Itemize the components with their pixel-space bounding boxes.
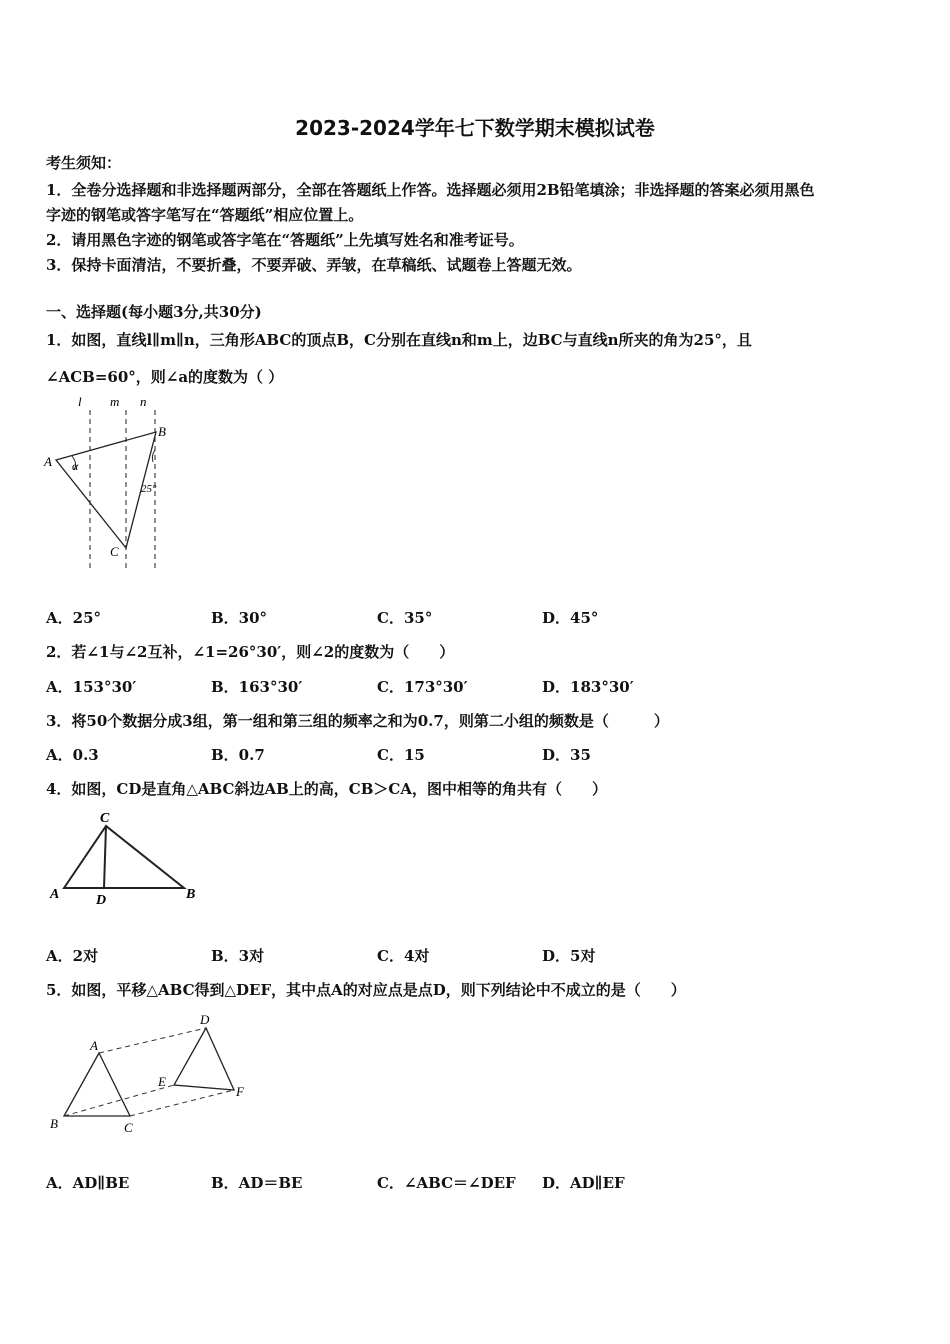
triangle-abc (64, 1053, 130, 1116)
label-c: C (124, 1120, 133, 1135)
label-b: B (186, 887, 196, 902)
question-5-text: 5．如图，平移△ABC得到△DEF，其中点A的对应点是点D，则下列结论中不成立的是（ ） (46, 981, 686, 999)
label-d: D (200, 1012, 210, 1027)
label-c: C (100, 811, 110, 826)
question-1-option-c: C．35° (377, 609, 433, 627)
label-d: D (96, 893, 107, 908)
question-4-option-a: A．2对 (46, 947, 99, 965)
question-1-figure (40, 390, 180, 580)
triangle-abc (64, 826, 184, 888)
label-b: B (50, 1116, 58, 1131)
question-1-text: 1．如图，直线l∥m∥n，三角形ABC的顶点B，C分别在直线n和m上，边BC与直线n所夹的角为25°，且 (46, 331, 752, 349)
question-2-option-b: B．163°30′ (211, 678, 303, 696)
question-4-option-d: D．5对 (542, 947, 596, 965)
question-2-option-d: D．183°30′ (542, 678, 634, 696)
question-1-option-a: A．25° (46, 609, 102, 627)
notice-heading: 考生须知： (46, 154, 122, 172)
label-25-degrees: 25° (141, 483, 157, 495)
dashed-be (64, 1085, 174, 1116)
question-5-option-c: C．∠ABC＝∠DEF (377, 1174, 516, 1192)
question-2-option-c: C．173°30′ (377, 678, 468, 696)
question-5-figure (44, 1008, 264, 1138)
question-4-text: 4．如图，CD是直角△ABC斜边AB上的高，CB＞CA，图中相等的角共有（ ） (46, 780, 607, 798)
page-title: 2023-2024学年七下数学期末模拟试卷 (295, 116, 655, 140)
question-4-figure (44, 808, 214, 913)
dashed-ad (99, 1028, 206, 1053)
label-e: E (158, 1074, 166, 1089)
label-c: C (110, 544, 119, 559)
question-5-option-b: B．AD＝BE (211, 1174, 303, 1192)
question-1-option-b: B．30° (211, 609, 268, 627)
triangle-def (174, 1028, 234, 1090)
notice-item-1-cont: 字迹的钢笔或答字笔写在“答题纸”相应位置上。 (46, 206, 364, 224)
question-3-option-a: A．0.3 (46, 746, 99, 764)
question-5-option-d: D．AD∥EF (542, 1174, 625, 1192)
label-f: F (236, 1084, 244, 1099)
question-2-option-a: A．153°30′ (46, 678, 137, 696)
altitude-cd (104, 826, 106, 888)
question-1-option-d: D．45° (542, 609, 599, 627)
question-4-option-c: C．4对 (377, 947, 430, 965)
question-3-option-b: B．0.7 (211, 746, 265, 764)
question-3-text: 3．将50个数据分成3组，第一组和第三组的频率之和为0.7，则第二小组的频数是（ ） (46, 712, 669, 730)
label-a: A (44, 454, 52, 469)
label-l: l (78, 394, 82, 409)
question-2-text: 2．若∠1与∠2互补，∠1=26°30′，则∠2的度数为（ ） (46, 643, 455, 661)
notice-item-1: 1．全卷分选择题和非选择题两部分，全部在答题纸上作答。选择题必须用2B铅笔填涂；非选择题的答案必须用黑色 (46, 181, 815, 199)
label-n: n (140, 394, 147, 409)
section-heading: 一、选择题(每小题3分,共30分) (46, 303, 262, 321)
dashed-cf (130, 1090, 234, 1116)
question-5-option-a: A．AD∥BE (46, 1174, 130, 1192)
question-4-option-b: B．3对 (211, 947, 265, 965)
label-a: A (90, 1038, 98, 1053)
notice-item-3: 3．保持卡面清洁，不要折叠，不要弄破、弄皱，在草稿纸、试题卷上答题无效。 (46, 256, 582, 274)
question-3-option-c: C．15 (377, 746, 425, 764)
label-m: m (110, 394, 120, 409)
label-b: B (158, 424, 166, 439)
notice-item-2: 2．请用黑色字迹的钢笔或答字笔在“答题纸”上先填写姓名和准考证号。 (46, 231, 524, 249)
label-alpha: α (72, 459, 79, 473)
label-a: A (50, 887, 60, 902)
question-1-text-cont: ∠ACB=60°，则∠a的度数为（ ） (46, 368, 284, 386)
question-3-option-d: D．35 (542, 746, 591, 764)
